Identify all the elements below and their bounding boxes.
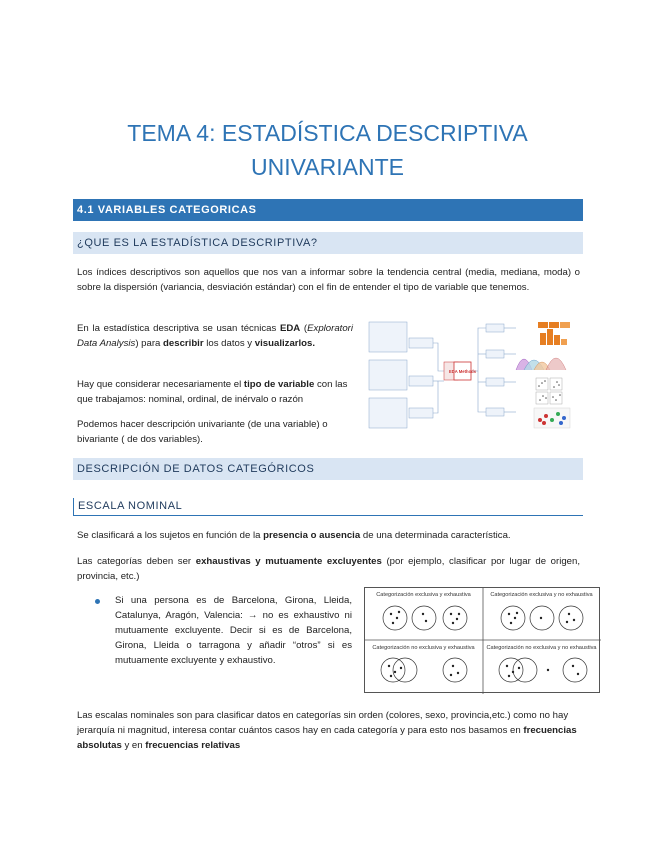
grid-cell-no-exclusiva-exhaustiva: Categorización no exclusiva y exhaustiva xyxy=(372,645,475,651)
bullet-marker xyxy=(95,599,100,604)
histogram-thumbnail xyxy=(538,322,570,345)
density-thumbnail xyxy=(516,358,566,370)
section-heading-descripcion: DESCRIPCIÓN DE DATOS CATEGÓRICOS xyxy=(73,458,583,480)
grid-cell-exclusiva-no-exhaustiva: Categorización exclusiva y no exhaustiva xyxy=(490,592,593,598)
paragraph-tipo-variable: Hay que considerar necesariamente el tipo de variable con las que trabajamos: nominal, ordinal, de inérvalo o razón xyxy=(77,379,348,405)
page-title-line1: TEMA 4: ESTADÍSTICA DESCRIPTIVA xyxy=(127,120,528,146)
paragraph-indices: Los índices descriptivos son aquellos que nos van a informar sobre la tendencia central (media, mediana, moda) o sobre la dispersión (variancia, desviación estándar) con el fin de entender el tipo de variable que tenemos. xyxy=(77,267,580,293)
grid-cell-no-exclusiva-no-exhaustiva: Categorización no exclusiva y no exhaustiva xyxy=(486,645,597,651)
paragraph-categorias: Las categorías deben ser exhaustivas y mutuamente excluyentes (por ejemplo, clasificar por lugar de origen, provincia, etc.) xyxy=(77,556,581,582)
section-heading-variables: 4.1 VARIABLES CATEGORICAS xyxy=(73,199,583,221)
section-heading-escala-nominal: ESCALA NOMINAL xyxy=(73,498,583,516)
page-title-line2: UNIVARIANTE xyxy=(251,154,404,180)
paragraph-eda: En la estadística descriptiva se usan técnicas EDA (Exploratori Data Analysis) para describir los datos y visualizarlos. xyxy=(77,323,353,349)
paragraph-univariante: Podemos hacer descripción univariante (de una variable) o bivariante ( de dos variables). xyxy=(77,419,328,445)
bullet-item-ejemplo: Si una persona es de Barcelona, Girona, Lleida, Catalunya, Aragón, Valencia: → no es exhaustivo ni mutuamente excluyente. Decir si es de Barcelona, Girona, Lleida o tarragona y añadir “otros” si es mutuamente excluyente y exhaustivo. xyxy=(115,595,352,666)
svg-text:EDA Methods: EDA Methods xyxy=(448,369,477,374)
categorization-grid xyxy=(364,587,600,693)
grid-cell-exclusiva-exhaustiva: Categorización exclusiva y exhaustiva xyxy=(376,592,471,598)
page-title xyxy=(0,116,655,184)
scatter-thumbnail xyxy=(536,378,562,404)
paragraph-presencia: Se clasificará a los sujetos en función de la presencia o ausencia de una determinada característica. xyxy=(77,530,511,541)
eda-methods-diagram xyxy=(366,320,578,432)
colored-scatter-thumbnail xyxy=(534,408,570,428)
section-heading-que-es: ¿QUE ES LA ESTADÍSTICA DESCRIPTIVA? xyxy=(73,232,583,254)
paragraph-escalas-nominales: Las escalas nominales son para clasificar datos en categorías sin orden (colores, sexo, provincia,etc.) como no hay jerarquía ni magnitud, interesa contar cuántos casos hay en cada categoría y para esto nos basamos en frecuencias absolutas y en frecuencias relativas xyxy=(77,710,577,751)
